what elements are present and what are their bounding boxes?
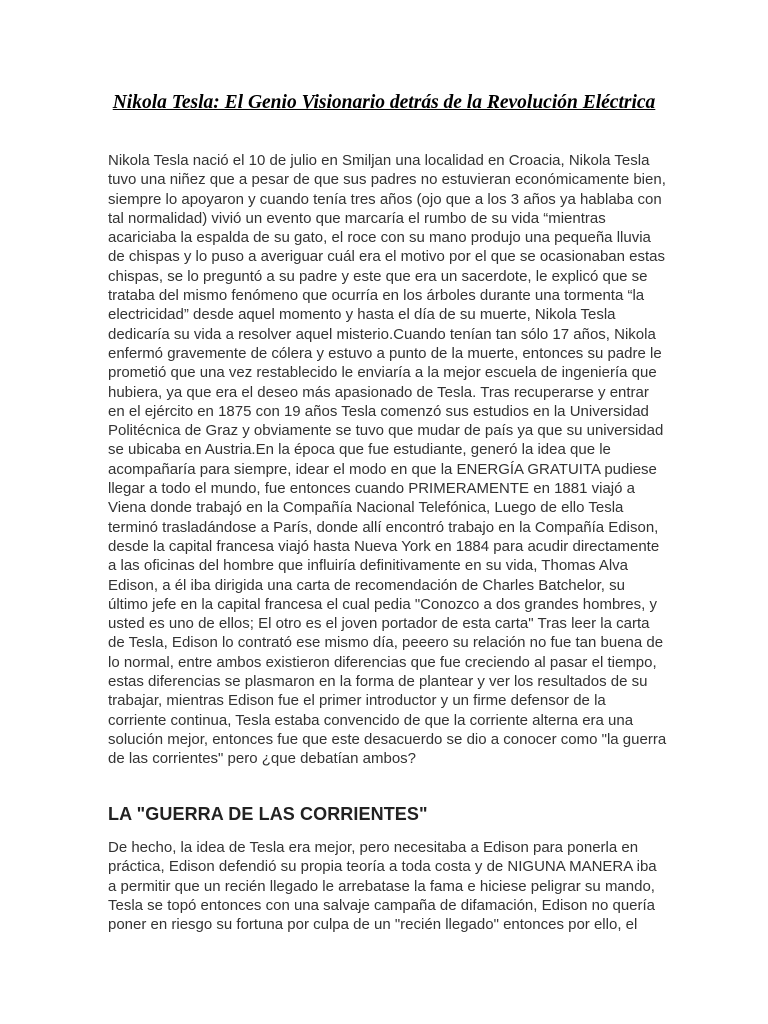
section-heading: LA "GUERRA DE LAS CORRIENTES" (108, 804, 428, 824)
paragraph-biography: Nikola Tesla nació el 10 de julio en Smiljan una localidad en Croacia, Nikola Tesla tuvo una niñez que a pesar de que sus padres no estuvieran económicamente bien, siempre lo apoyaron y cuando tenía tres años (ojo que a los 3 años ya hablaba con tal normalidad) vivió un evento que marcaría el rumbo de su vida “mientras acariciaba la espalda de su gato, el roce con su mano produjo una pequeña lluvia de chispas y lo puso a averiguar cuál era el motivo por el que se ocasionaban estas chispas, se lo preguntó a su padre y este que era un sacerdote, le explicó que se trataba del mismo fenómeno que ocurría en los árboles durante una tormenta “la electricidad” desde aquel momento y hasta el día de su muerte, Nikola Tesla dedicaría su vida a resolver aquel misterio.Cuando tenían tan sólo 17 años, Nikola enfermó gravemente de cólera y estuvo a punto de la muerte, entonces su padre le prometió que una vez restablecido le enviaría a la mejor escuela de ingeniería que hubiera, ya que era el deseo más apasionado de Tesla. Tras recuperarse y entrar en el ejército en 1875 con 19 años Tesla comenzó sus estudios en la Universidad Politécnica de Graz y obviamente se tuvo que mudar de país ya que su universidad se ubicaba en Austria.En la época que fue estudiante, generó la idea que le acompañaría para siempre, idear el modo en que la ENERGÍA GRATUITA pudiese llegar a todo el mundo, fue entonces cuando PRIMERAMENTE en 1881 viajó a Viena donde trabajó en la Compañía Nacional Telefónica, Luego de ello Tesla terminó trasladándose a París, donde allí encontró trabajo en la Compañía Edison, desde la capital francesa viajó hasta Nueva York en 1884 para acudir directamente a las oficinas del hombre que influiría definitivamente en su vida, Thomas Alva Edison, a él iba dirigida una carta de recomendación de Charles Batchelor, su último jefe en la capital francesa el cual pedia "Conozco a dos grandes hombres, y usted es uno de ellos; El otro es el joven portador de esta carta" Tras leer la carta de Tesla, Edison lo contrató ese mismo día, peeero su relación no fue tan buena de lo normal, entre ambos existieron diferencias que fue creciendo al pasar el tiempo, estas diferencias se plasmaron en la forma de plantear y ver los resultados de su trabajar, mientras Edison fue el primer introductor y un firme defensor de la corriente continua, Tesla estaba convencido de que la corriente alterna era una solución mejor, entonces fue que este desacuerdo se dio a conocer como "la guerra de las corrientes" pero ¿que debatían ambos? (108, 152, 667, 768)
document-title: Nikola Tesla: El Genio Visionario detrás de la Revolución Eléctrica (112, 92, 656, 113)
paragraph-war-of-currents: De hecho, la idea de Tesla era mejor, pero necesitaba a Edison para ponerla en práctica, Edison defendió su propia teoría a toda costa y de NIGUNA MANERA iba a permitir que un recién llegado le arrebatase la fama e hiciese peligrar su mando, Tesla se topó entonces con una salvaje campaña de difamación, Edison no quería poner en riesgo su fortuna por culpa de un "recién llegado" entonces por ello, el (108, 839, 657, 934)
